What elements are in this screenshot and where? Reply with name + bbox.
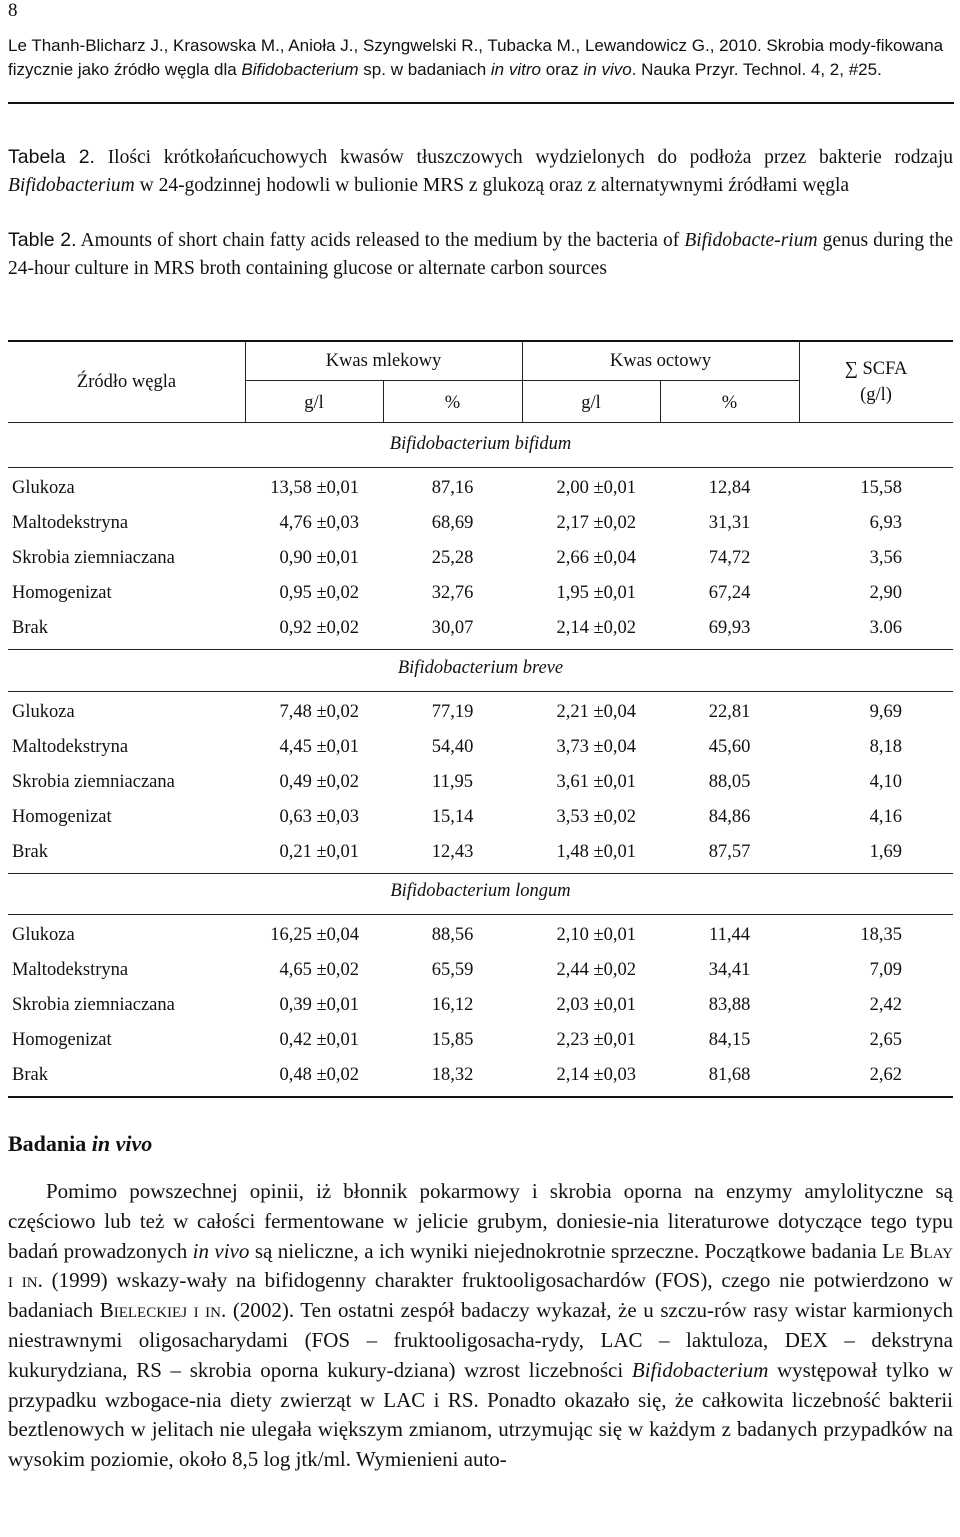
lactic-gl-cell: 13,58 ±0,01 bbox=[270, 478, 359, 498]
source-cell: Brak bbox=[12, 842, 48, 862]
scfa-cell: 1,69 bbox=[869, 842, 902, 862]
acetic-gl-cell: 2,00 ±0,01 bbox=[556, 478, 636, 498]
table-bottom-rule bbox=[8, 1096, 953, 1098]
acetic-gl-cell: 3,53 ±0,02 bbox=[556, 807, 636, 827]
source-cell: Skrobia ziemniaczana bbox=[12, 772, 175, 792]
source-cell: Homogenizat bbox=[12, 807, 112, 827]
acetic-gl-cell: 3,61 ±0,01 bbox=[556, 772, 636, 792]
lactic-gl-cell: 7,48 ±0,02 bbox=[279, 702, 359, 722]
paragraph bbox=[8, 1177, 953, 1475]
source-cell: Glukoza bbox=[12, 478, 75, 498]
group-title: Bifidobacterium longum bbox=[390, 881, 571, 901]
scfa-cell: 15,58 bbox=[860, 478, 902, 498]
group-rule bbox=[8, 649, 953, 650]
lactic-pct-cell: 15,14 bbox=[431, 807, 474, 827]
group-rule bbox=[8, 691, 953, 692]
body-run: są nieliczne, a ich wyniki niejednokrotnie sprzeczne. Początkowe badania bbox=[249, 1238, 883, 1263]
group-title: Bifidobacterium breve bbox=[397, 658, 564, 678]
table-caption-english bbox=[8, 227, 953, 282]
header-source: Źródło węgla bbox=[76, 372, 177, 392]
scfa-cell: 9,69 bbox=[869, 702, 902, 722]
lactic-gl-cell: 0,95 ±0,02 bbox=[279, 583, 359, 603]
header-scfa-unit: (g/l) bbox=[860, 385, 892, 405]
lactic-pct-cell: 65,59 bbox=[431, 960, 474, 980]
acetic-gl-cell: 2,14 ±0,02 bbox=[556, 618, 636, 638]
lactic-pct-cell: 88,56 bbox=[431, 925, 474, 945]
acetic-pct-cell: 22,81 bbox=[708, 702, 751, 722]
scfa-cell: 4,10 bbox=[869, 772, 902, 792]
acetic-gl-cell: 2,21 ±0,04 bbox=[556, 702, 636, 722]
body-paragraph bbox=[8, 1177, 953, 1475]
source-cell: Maltodekstryna bbox=[12, 737, 129, 757]
table-top-rule bbox=[8, 340, 953, 342]
acetic-gl-cell: 2,10 ±0,01 bbox=[556, 925, 636, 945]
source-cell: Skrobia ziemniaczana bbox=[12, 995, 175, 1015]
group-rule bbox=[8, 873, 953, 874]
lactic-gl-cell: 4,45 ±0,01 bbox=[279, 737, 359, 757]
body-run: Pomimo powszechnej opinii, iż błonnik pokarmowy i skrobia oporna na enzymy amylolityczne są częściowo lub też w całości fermentowane w jelicie grubym, doniesie-nia literaturowe dotyczące tego typu badań prowadzonych bbox=[8, 1179, 953, 1263]
caption-genus-en: Bifidobacte-rium bbox=[684, 230, 818, 251]
acetic-gl-cell: 2,23 ±0,01 bbox=[556, 1030, 636, 1050]
caption-text-pl-end: w 24-godzinnej hodowli w bulionie MRS z glukozą oraz z alternatywnymi źródłami węgla bbox=[134, 174, 850, 196]
acetic-pct-cell: 12,84 bbox=[708, 478, 751, 498]
lactic-gl-cell: 0,39 ±0,01 bbox=[279, 995, 359, 1015]
scfa-cell: 18,35 bbox=[860, 925, 902, 945]
body-run: (2002). Ten ostatni zespół badaczy wykazał, że u szczu-rów rasy wistar karmionych niestrawnymi oligosacharydami (FOS – fruktooligosacha-rydy, LAC – laktuloza, DEX – dekstryna kukurydziana, RS – skrobia oporna kukury-dziana) wzrost liczebności bbox=[8, 1298, 953, 1382]
lactic-gl-cell: 0,42 ±0,01 bbox=[279, 1030, 359, 1050]
acetic-gl-cell: 2,03 ±0,01 bbox=[556, 995, 636, 1015]
page-number: 8 bbox=[8, 0, 18, 21]
source-cell: Maltodekstryna bbox=[12, 513, 129, 533]
lactic-pct-cell: 32,76 bbox=[431, 583, 474, 603]
group-rule bbox=[8, 914, 953, 915]
caption-text-en-end: genus during the 24-hour culture in MRS broth containing glucose or alternate carbon sources bbox=[8, 230, 953, 279]
acetic-pct-cell: 81,68 bbox=[708, 1065, 751, 1085]
header-divider-scfa bbox=[799, 340, 800, 422]
group-rule bbox=[8, 467, 953, 468]
header-acetic: Kwas octowy bbox=[609, 351, 712, 371]
body-run: występował tylko w przypadku wzbogace-nia diety zwierząt w LAC i RS. Ponadto okazało się, że całkowita liczebność bakterii beztlenowych w jelitach nie ulegała większym zmianom, utrzymując się w każdym z badanych przypadków na wysokim poziomie, około 8,5 log jtk/ml. Wymienieni auto- bbox=[8, 1357, 953, 1472]
sum-symbol: ∑ bbox=[844, 359, 858, 379]
section-heading bbox=[8, 1131, 152, 1157]
header-lactic-gl: g/l bbox=[304, 393, 324, 413]
source-cell: Homogenizat bbox=[12, 1030, 112, 1050]
acetic-pct-cell: 83,88 bbox=[708, 995, 751, 1015]
acetic-pct-cell: 11,44 bbox=[709, 925, 750, 945]
lactic-pct-cell: 77,19 bbox=[431, 702, 474, 722]
acetic-gl-cell: 3,73 ±0,04 bbox=[556, 737, 636, 757]
header-lactic-pct: % bbox=[444, 393, 461, 413]
acetic-pct-cell: 31,31 bbox=[708, 513, 751, 533]
scfa-cell: 2,90 bbox=[869, 583, 902, 603]
section-heading-italic: in vivo bbox=[91, 1131, 153, 1156]
lactic-pct-cell: 54,40 bbox=[431, 737, 474, 757]
header-mid: sp. w badaniach bbox=[358, 60, 491, 79]
source-cell: Glukoza bbox=[12, 702, 75, 722]
lactic-pct-cell: 68,69 bbox=[431, 513, 474, 533]
header-bottom-rule bbox=[8, 422, 953, 423]
header-and: oraz bbox=[540, 60, 584, 79]
lactic-gl-cell: 4,65 ±0,02 bbox=[279, 960, 359, 980]
caption-text-pl: Ilości krótkołańcuchowych kwasów tłuszczowych wydzielonych do podłoża przez bakterie rodzaju bbox=[94, 147, 953, 168]
source-cell: Homogenizat bbox=[12, 583, 112, 603]
lactic-gl-cell: 0,63 ±0,03 bbox=[279, 807, 359, 827]
table-caption-polish bbox=[8, 144, 953, 199]
acetic-pct-cell: 45,60 bbox=[708, 737, 751, 757]
scfa-cell: 6,93 bbox=[869, 513, 902, 533]
header-scfa-label: SCFA bbox=[862, 359, 908, 379]
header-rule bbox=[8, 102, 954, 104]
caption-genus-pl: Bifidobacterium bbox=[8, 174, 135, 196]
lactic-pct-cell: 15,85 bbox=[431, 1030, 474, 1050]
header-in-vitro: in vitro bbox=[490, 60, 541, 79]
acetic-gl-cell: 2,17 ±0,02 bbox=[556, 513, 636, 533]
scfa-cell: 3.06 bbox=[869, 618, 902, 638]
lactic-gl-cell: 0,48 ±0,02 bbox=[279, 1065, 359, 1085]
body-italic: in vivo bbox=[192, 1238, 250, 1263]
acetic-pct-cell: 67,24 bbox=[708, 583, 751, 603]
caption-text-en: Amounts of short chain fatty acids released to the medium by the bacteria of bbox=[76, 230, 685, 251]
citation-le-blay: Le Blay i in. bbox=[8, 1238, 954, 1293]
acetic-pct-cell: 84,15 bbox=[708, 1030, 751, 1050]
acetic-gl-cell: 2,44 ±0,02 bbox=[556, 960, 636, 980]
scfa-table bbox=[8, 340, 953, 1098]
acetic-pct-cell: 84,86 bbox=[708, 807, 751, 827]
lactic-gl-cell: 0,21 ±0,01 bbox=[279, 842, 359, 862]
acetic-gl-cell: 2,14 ±0,03 bbox=[556, 1065, 636, 1085]
source-cell: Maltodekstryna bbox=[12, 960, 129, 980]
lactic-gl-cell: 0,49 ±0,02 bbox=[279, 772, 359, 792]
source-cell: Skrobia ziemniaczana bbox=[12, 548, 175, 568]
scfa-cell: 2,65 bbox=[869, 1030, 902, 1050]
acetic-pct-cell: 87,57 bbox=[708, 842, 751, 862]
source-cell: Glukoza bbox=[12, 925, 75, 945]
header-scfa bbox=[799, 358, 953, 380]
header-acetic-pct: % bbox=[721, 393, 738, 413]
acetic-gl-cell: 1,95 ±0,01 bbox=[556, 583, 636, 603]
header-in-vivo: in vivo bbox=[583, 60, 632, 79]
caption-label-en: Table 2. bbox=[8, 229, 77, 251]
scfa-cell: 3,56 bbox=[869, 548, 902, 568]
lactic-gl-cell: 0,92 ±0,02 bbox=[279, 618, 359, 638]
lactic-pct-cell: 25,28 bbox=[431, 548, 474, 568]
lactic-pct-cell: 18,32 bbox=[431, 1065, 474, 1085]
scfa-cell: 2,42 bbox=[869, 995, 902, 1015]
acetic-pct-cell: 69,93 bbox=[708, 618, 751, 638]
source-cell: Brak bbox=[12, 1065, 48, 1085]
lactic-pct-cell: 11,95 bbox=[432, 772, 473, 792]
acetic-pct-cell: 34,41 bbox=[708, 960, 751, 980]
scfa-cell: 7,09 bbox=[869, 960, 902, 980]
lactic-pct-cell: 16,12 bbox=[431, 995, 474, 1015]
scfa-cell: 8,18 bbox=[869, 737, 902, 757]
header-genus: Bifidobacterium bbox=[241, 60, 359, 79]
source-cell: Brak bbox=[12, 618, 48, 638]
lactic-gl-cell: 4,76 ±0,03 bbox=[279, 513, 359, 533]
lactic-gl-cell: 0,90 ±0,01 bbox=[279, 548, 359, 568]
running-header bbox=[8, 34, 953, 82]
body-run: (1999) wskazy-wały na bifidogenny charakter fruktooligosachardów (FOS), czego nie potwierdzono w badaniach bbox=[8, 1268, 953, 1323]
citation-bielecka: Bieleckiej i in. bbox=[99, 1298, 227, 1323]
header-authors: Le Thanh-Blicharz J., Krasowska M., Anioła J., Szyngwelski R., Tubacka M., Lewandowicz G., 2010. Skrobia mody-fikowana fizycznie jako źródło węgla dla bbox=[8, 36, 944, 79]
scfa-cell: 2,62 bbox=[869, 1065, 902, 1085]
lactic-pct-cell: 87,16 bbox=[431, 478, 474, 498]
lactic-pct-cell: 30,07 bbox=[431, 618, 474, 638]
header-lactic: Kwas mlekowy bbox=[325, 351, 442, 371]
acetic-gl-cell: 1,48 ±0,01 bbox=[556, 842, 636, 862]
group-title: Bifidobacterium bifidum bbox=[389, 434, 572, 454]
acetic-pct-cell: 88,05 bbox=[708, 772, 751, 792]
lactic-gl-cell: 16,25 ±0,04 bbox=[270, 925, 359, 945]
body-genus: Bifidobacterium bbox=[631, 1357, 769, 1382]
acetic-gl-cell: 2,66 ±0,04 bbox=[556, 548, 636, 568]
header-journal: . Nauka Przyr. Technol. 4, 2, #25. bbox=[631, 60, 882, 79]
section-heading-text: Badania bbox=[8, 1131, 92, 1156]
scfa-cell: 4,16 bbox=[869, 807, 902, 827]
acetic-pct-cell: 74,72 bbox=[708, 548, 751, 568]
header-acetic-gl: g/l bbox=[581, 393, 601, 413]
lactic-pct-cell: 12,43 bbox=[431, 842, 474, 862]
caption-label-pl: Tabela 2. bbox=[8, 146, 95, 168]
